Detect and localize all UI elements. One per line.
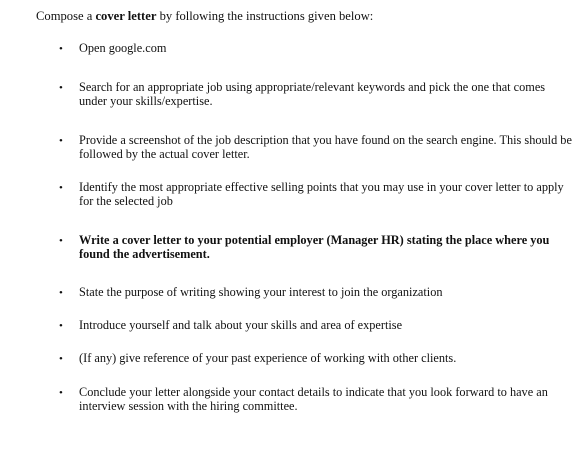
instruction-text: Provide a screenshot of the job description that you have found on the search engine. This should be followed by the actual cover letter. (79, 133, 572, 161)
instruction-text: State the purpose of writing showing your interest to join the organization (79, 285, 443, 299)
instruction-text: (If any) give reference of your past experience of working with other clients. (79, 351, 457, 365)
bullet-icon: • (59, 135, 63, 147)
instruction-text-bold: Write a cover letter to your potential employer (Manager HR) stating the place where you found the advertisement. (79, 233, 550, 261)
instruction-text: Introduce yourself and talk about your skills and area of expertise (79, 318, 403, 332)
bullet-icon: • (59, 387, 63, 399)
bullet-icon: • (59, 182, 63, 194)
intro-prefix: Compose a (36, 9, 96, 23)
instruction-text: Search for an appropriate job using appropriate/relevant keywords and pick the one that comes under your skills/expertise. (79, 80, 546, 108)
bullet-icon: • (59, 353, 63, 365)
instruction-text: Open google.com (79, 41, 167, 55)
intro-paragraph (36, 9, 373, 24)
bullet-icon: • (59, 235, 63, 247)
bullet-icon: • (59, 43, 63, 55)
intro-bold-term: cover letter (95, 9, 157, 23)
bullet-icon: • (59, 320, 63, 332)
bullet-icon: • (59, 287, 63, 299)
intro-suffix: by following the instructions given below: (156, 9, 374, 23)
bullet-icon: • (59, 82, 63, 94)
instruction-text: Conclude your letter alongside your contact details to indicate that you look forward to have an interview session with the hiring committee. (79, 385, 548, 413)
instruction-text: Identify the most appropriate effective selling points that you may use in your cover letter to apply for the selected job (79, 180, 564, 208)
